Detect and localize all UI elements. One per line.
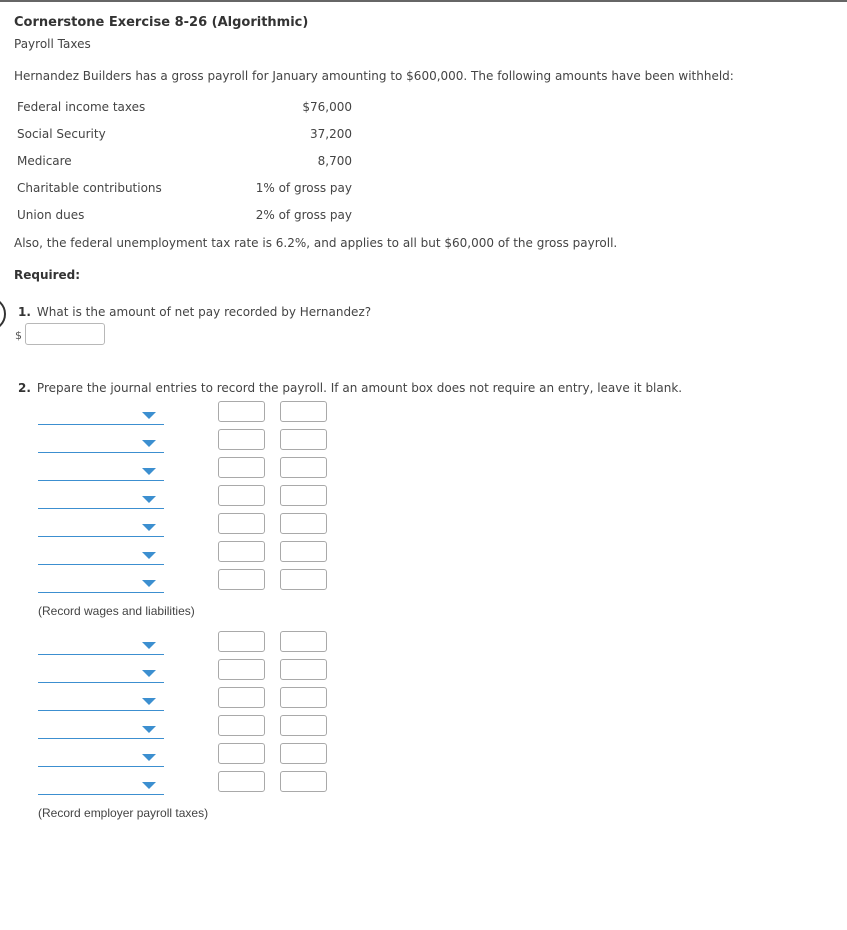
top-border	[0, 0, 847, 2]
question-2	[18, 381, 682, 395]
withholding-row	[17, 204, 357, 231]
credit-input[interactable]	[280, 715, 327, 736]
question-1	[18, 305, 371, 319]
credit-input[interactable]	[280, 541, 327, 562]
credit-input[interactable]	[280, 659, 327, 680]
withholding-row	[17, 177, 357, 204]
net-pay-input[interactable]	[25, 323, 105, 345]
account-dropdown[interactable]	[38, 408, 164, 425]
account-dropdown[interactable]	[38, 638, 164, 655]
credit-input[interactable]	[280, 743, 327, 764]
credit-input[interactable]	[280, 687, 327, 708]
debit-input[interactable]	[218, 457, 265, 478]
chevron-down-icon	[142, 726, 156, 733]
account-dropdown[interactable]	[38, 548, 164, 565]
question-text: What is the amount of net pay recorded by Hernandez?	[36, 305, 372, 319]
account-dropdown[interactable]	[38, 778, 164, 795]
debit-input[interactable]	[218, 659, 265, 680]
chevron-down-icon	[142, 496, 156, 503]
account-dropdown[interactable]	[38, 694, 164, 711]
question-text: Prepare the journal entries to record the payroll. If an amount box does not require an entry, leave it blank.	[36, 381, 683, 395]
withholding-amount: 37,200	[310, 127, 352, 141]
chevron-down-icon	[142, 580, 156, 587]
credit-input[interactable]	[280, 401, 327, 422]
account-dropdown[interactable]	[38, 722, 164, 739]
debit-input[interactable]	[218, 541, 265, 562]
entry-caption: (Record employer payroll taxes)	[38, 806, 209, 820]
credit-input[interactable]	[280, 771, 327, 792]
withholding-row	[17, 96, 357, 123]
chevron-down-icon	[142, 440, 156, 447]
question-number: 2.	[18, 381, 31, 395]
withholding-label: Federal income taxes	[17, 100, 146, 114]
debit-input[interactable]	[218, 401, 265, 422]
chevron-down-icon	[142, 698, 156, 705]
page-title: Cornerstone Exercise 8-26 (Algorithmic)	[14, 15, 309, 30]
credit-input[interactable]	[280, 429, 327, 450]
entry-caption: (Record wages and liabilities)	[38, 604, 195, 618]
problem-intro: Hernandez Builders has a gross payroll for January amounting to $600,000. The following amounts have been withheld:	[14, 69, 734, 83]
journal-row	[38, 778, 338, 802]
chevron-down-icon	[142, 468, 156, 475]
withholding-row	[17, 123, 357, 150]
debit-input[interactable]	[218, 771, 265, 792]
debit-input[interactable]	[218, 569, 265, 590]
credit-input[interactable]	[280, 457, 327, 478]
debit-input[interactable]	[218, 743, 265, 764]
credit-input[interactable]	[280, 485, 327, 506]
page-subtitle: Payroll Taxes	[14, 37, 91, 51]
withholding-label: Social Security	[17, 127, 106, 141]
debit-input[interactable]	[218, 429, 265, 450]
withholding-row	[17, 150, 357, 177]
chevron-down-icon	[142, 412, 156, 419]
debit-input[interactable]	[218, 513, 265, 534]
debit-input[interactable]	[218, 485, 265, 506]
withholding-label: Medicare	[17, 154, 72, 168]
credit-input[interactable]	[280, 631, 327, 652]
question-marker	[0, 297, 6, 331]
withholdings-table	[17, 96, 357, 231]
account-dropdown[interactable]	[38, 750, 164, 767]
account-dropdown[interactable]	[38, 666, 164, 683]
chevron-down-icon	[142, 782, 156, 789]
account-dropdown[interactable]	[38, 492, 164, 509]
debit-input[interactable]	[218, 715, 265, 736]
withholding-amount: 8,700	[317, 154, 352, 168]
debit-input[interactable]	[218, 687, 265, 708]
account-dropdown[interactable]	[38, 576, 164, 593]
withholding-amount: $76,000	[302, 100, 352, 114]
withholding-label: Charitable contributions	[17, 181, 162, 195]
question-number: 1.	[18, 305, 31, 319]
required-label: Required:	[14, 268, 81, 282]
account-dropdown[interactable]	[38, 436, 164, 453]
chevron-down-icon	[142, 642, 156, 649]
credit-input[interactable]	[280, 569, 327, 590]
futa-note: Also, the federal unemployment tax rate is 6.2%, and applies to all but $60,000 of the gross payroll.	[14, 236, 618, 250]
account-dropdown[interactable]	[38, 520, 164, 537]
debit-input[interactable]	[218, 631, 265, 652]
chevron-down-icon	[142, 552, 156, 559]
chevron-down-icon	[142, 524, 156, 531]
withholding-amount: 2% of gross pay	[255, 208, 352, 222]
credit-input[interactable]	[280, 513, 327, 534]
account-dropdown[interactable]	[38, 464, 164, 481]
journal-row	[38, 576, 338, 600]
chevron-down-icon	[142, 670, 156, 677]
withholding-label: Union dues	[17, 208, 85, 222]
currency-symbol: $	[15, 329, 22, 342]
chevron-down-icon	[142, 754, 156, 761]
withholding-amount: 1% of gross pay	[255, 181, 352, 195]
